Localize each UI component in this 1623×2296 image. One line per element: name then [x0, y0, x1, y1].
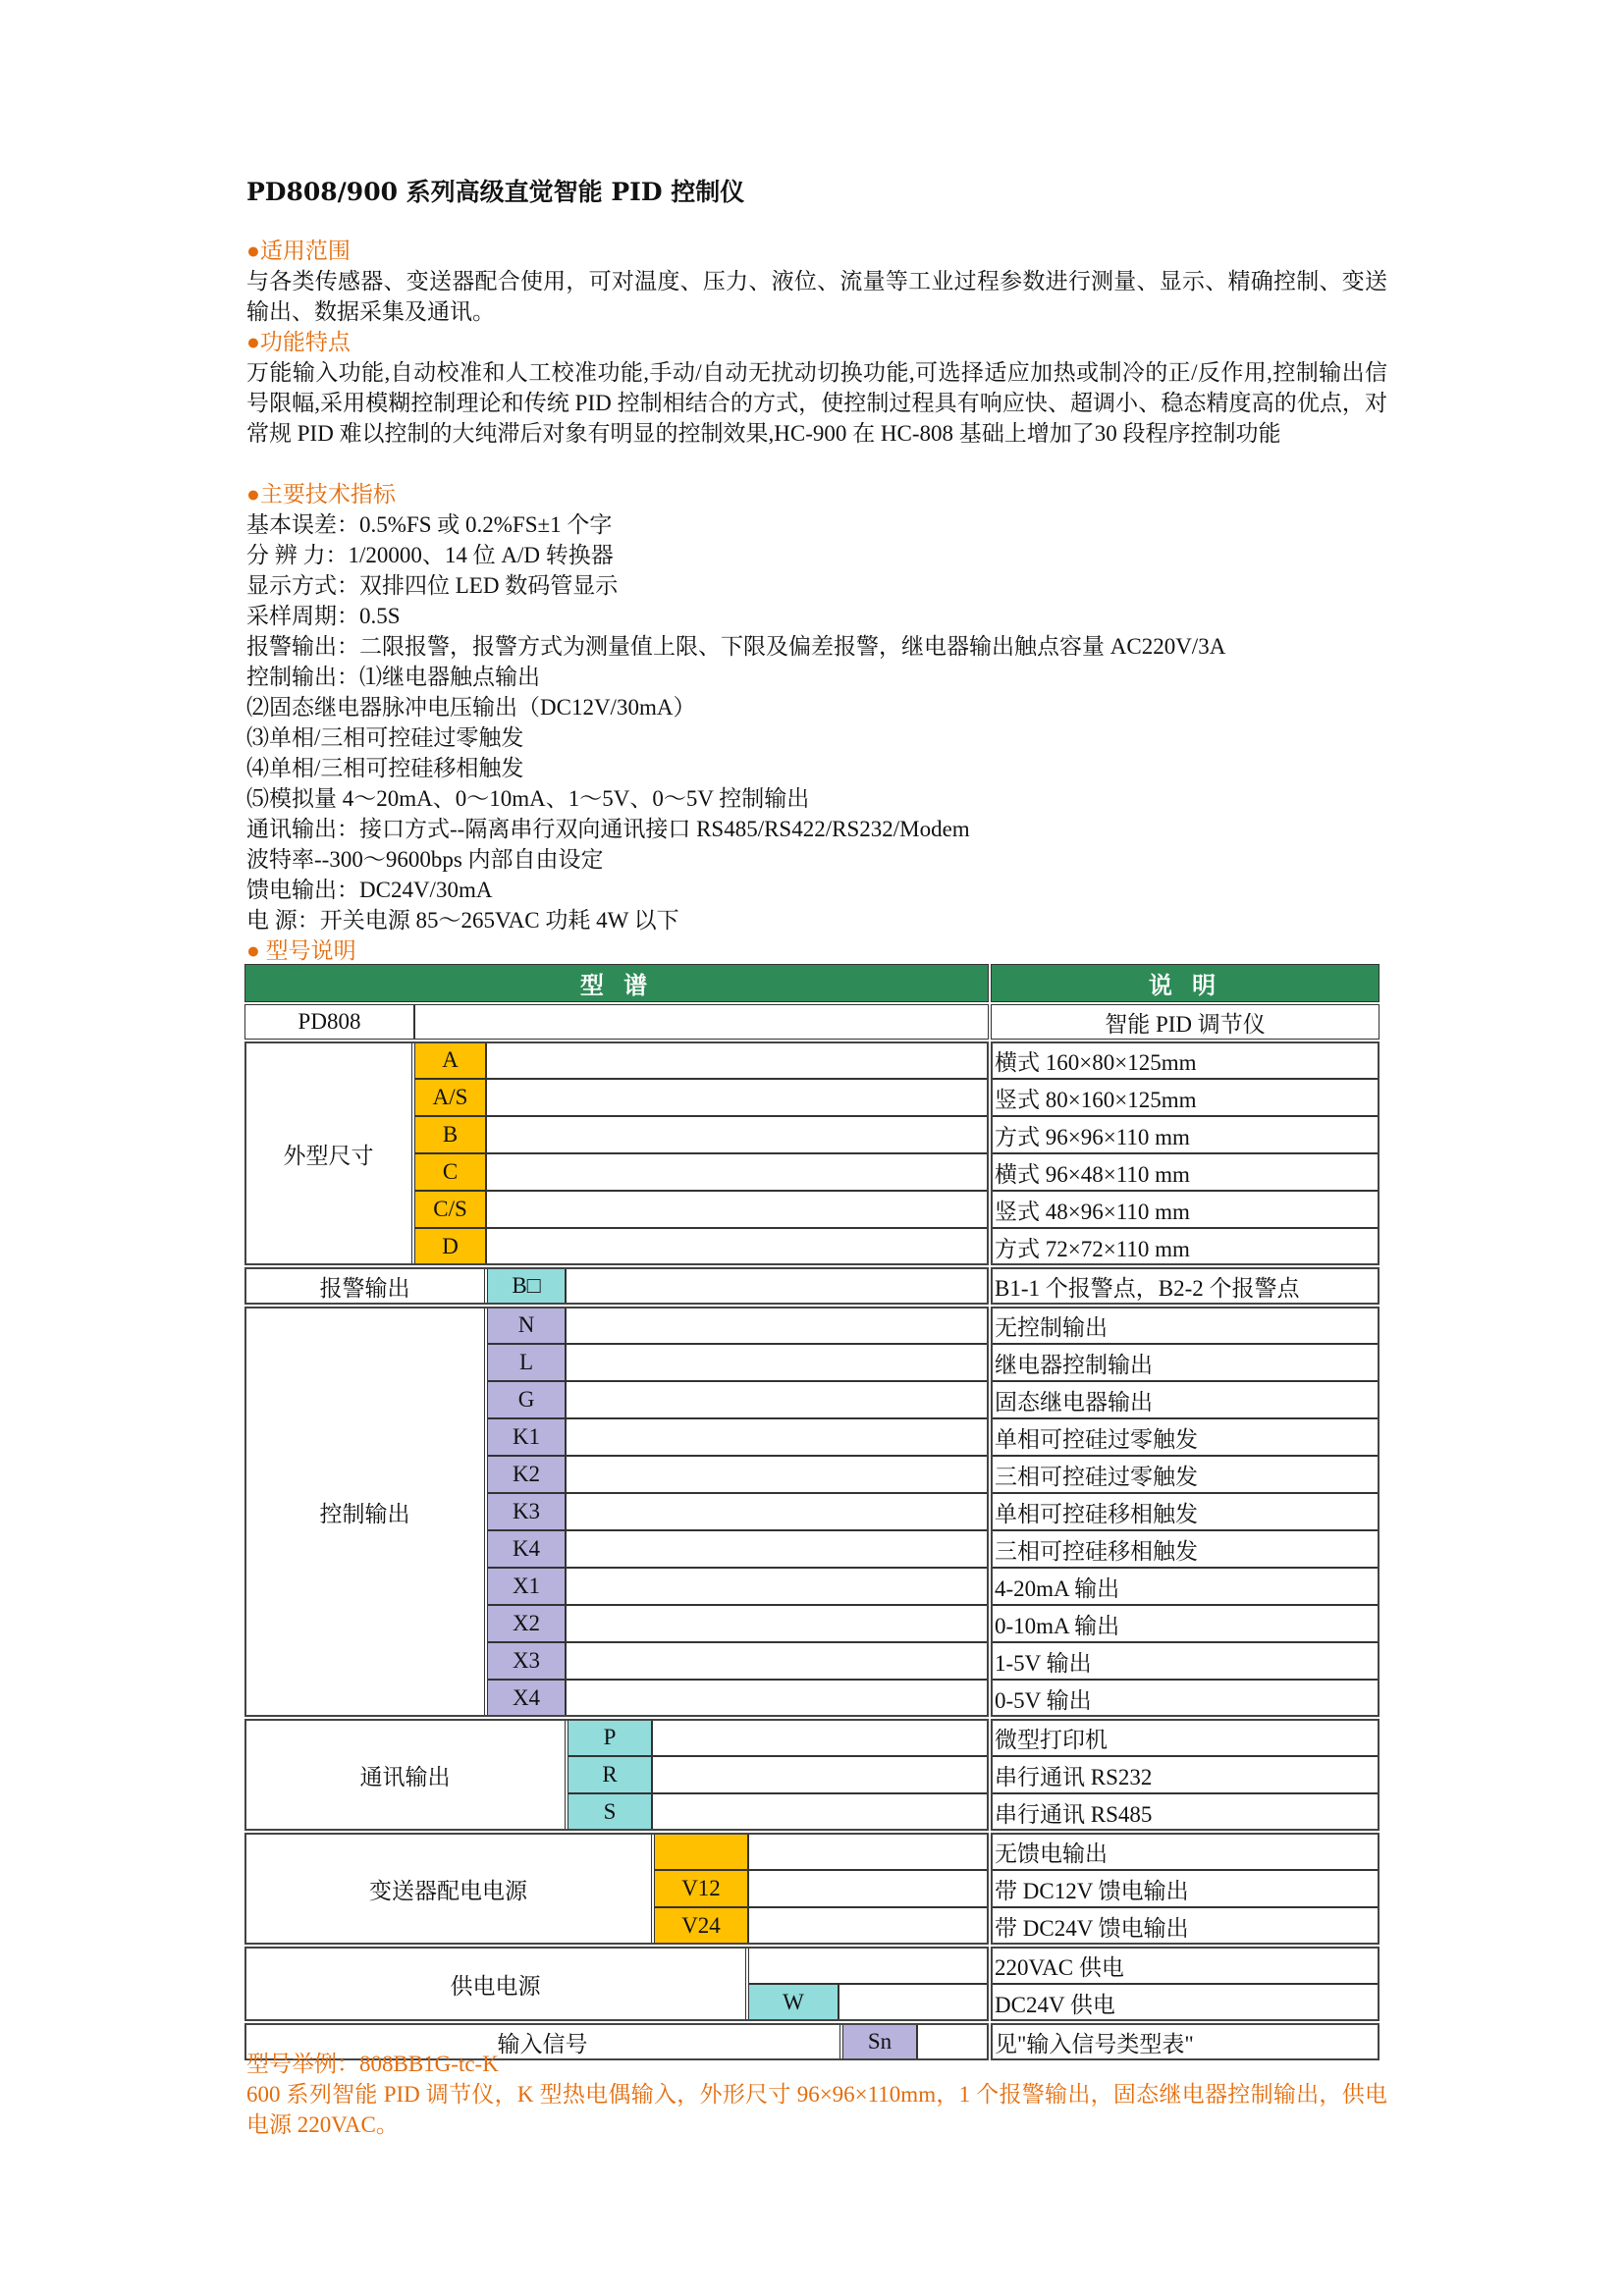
spec-line: ⑶单相/三相可控硅过零触发	[246, 725, 524, 750]
empty-cell	[652, 1756, 989, 1793]
empty-cell	[414, 1004, 989, 1040]
desc-cell: 三相可控硅过零触发	[991, 1456, 1380, 1493]
empty-cell	[839, 1984, 989, 2021]
empty-cell	[486, 1191, 989, 1228]
group-label: 供电电源	[244, 1947, 746, 2021]
spec-line: 通讯输出：接口方式--隔离串行双向通讯接口 RS485/RS422/RS232/Modem	[246, 817, 970, 841]
empty-cell	[486, 1116, 989, 1153]
desc-cell: 单相可控硅移相触发	[991, 1493, 1380, 1530]
code-cell: B	[414, 1116, 486, 1153]
desc-cell: 继电器控制输出	[991, 1344, 1380, 1381]
code-cell: G	[487, 1381, 566, 1418]
page-title: PD808/900 系列高级直觉智能 PID 控制仪	[246, 178, 745, 206]
empty-cell	[566, 1418, 989, 1456]
desc-cell: 1-5V 输出	[991, 1642, 1380, 1680]
group-label: 外型尺寸	[244, 1041, 412, 1265]
desc-cell: 无控制输出	[991, 1307, 1380, 1344]
code-cell	[748, 1947, 989, 1984]
section-heading: ●功能特点	[246, 330, 351, 354]
code-cell: C/S	[414, 1191, 486, 1228]
spec-line: 显示方式：双排四位 LED 数码管显示	[246, 573, 619, 598]
desc-cell: 带 DC24V 馈电输出	[991, 1907, 1380, 1945]
empty-cell	[566, 1493, 989, 1530]
group-label: 控制输出	[244, 1307, 485, 1717]
desc-cell: 串行通讯 RS485	[991, 1793, 1380, 1831]
empty-cell	[566, 1568, 989, 1605]
desc-cell: B1-1 个报警点，B2-2 个报警点	[991, 1267, 1380, 1305]
desc-cell: 见"输入信号类型表"	[991, 2023, 1380, 2060]
spec-line: 采样周期：0.5S	[246, 604, 401, 628]
desc-cell: 方式 72×72×110 mm	[991, 1228, 1380, 1265]
code-cell: S	[568, 1793, 652, 1831]
spec-line: 分 辨 力：1/20000、14 位 A/D 转换器	[246, 543, 614, 567]
code-cell: C	[414, 1153, 486, 1191]
code-cell: R	[568, 1756, 652, 1793]
code-cell	[654, 1833, 748, 1870]
empty-cell	[652, 1719, 989, 1756]
empty-cell	[566, 1456, 989, 1493]
code-cell: V24	[654, 1907, 748, 1945]
section-body: 与各类传感器、变送器配合使用，可对温度、压力、液位、流量等工业过程参数进行测量、显示、精确控制、变送输出、数据采集及通讯。	[246, 269, 1387, 324]
empty-cell	[652, 1793, 989, 1831]
desc-cell: 微型打印机	[991, 1719, 1380, 1756]
desc-cell: 带 DC12V 馈电输出	[991, 1870, 1380, 1907]
code-cell: K3	[487, 1493, 566, 1530]
empty-cell	[486, 1079, 989, 1116]
spec-line: ⑵固态继电器脉冲电压输出（DC12V/30mA）	[246, 695, 696, 720]
empty-cell	[748, 1870, 989, 1907]
empty-cell	[486, 1041, 989, 1079]
code-cell: A/S	[414, 1079, 486, 1116]
model-example	[246, 2049, 1387, 2140]
example-label: 型号举例：808BB1G-tc-K	[246, 2052, 499, 2076]
empty-cell	[566, 1642, 989, 1680]
code-cell: N	[487, 1307, 566, 1344]
group-label: 输入信号	[244, 2023, 840, 2060]
desc-cell: 串行通讯 RS232	[991, 1756, 1380, 1793]
code-cell: L	[487, 1344, 566, 1381]
desc-cell: 横式 96×48×110 mm	[991, 1153, 1380, 1191]
desc-cell: 0-10mA 输出	[991, 1605, 1380, 1642]
header-spectrum: 型 谱	[244, 964, 989, 1002]
code-cell: P	[568, 1719, 652, 1756]
desc-cell: 竖式 48×96×110 mm	[991, 1191, 1380, 1228]
section-features	[246, 327, 1387, 449]
desc-cell: 固态继电器输出	[991, 1381, 1380, 1418]
code-cell: X2	[487, 1605, 566, 1642]
empty-cell	[566, 1605, 989, 1642]
spec-line: 波特率--300～9600bps 内部自由设定	[246, 847, 604, 872]
section-heading: ●适用范围	[246, 239, 351, 263]
spec-line: 馈电输出：DC24V/30mA	[246, 878, 493, 902]
code-cell: D	[414, 1228, 486, 1265]
desc-cell: DC24V 供电	[991, 1984, 1380, 2021]
spec-line: 控制输出：⑴继电器触点输出	[246, 665, 540, 689]
desc-cell: 0-5V 输出	[991, 1680, 1380, 1717]
desc-cell: 4-20mA 输出	[991, 1568, 1380, 1605]
code-cell: A	[414, 1041, 486, 1079]
code-cell: Sn	[842, 2023, 917, 2060]
empty-cell	[748, 1907, 989, 1945]
desc-cell: 单相可控硅过零触发	[991, 1418, 1380, 1456]
example-body: 600 系列智能 PID 调节仪，K 型热电偶输入，外形尺寸 96×96×110mm，1 个报警输出，固态继电器控制输出，供电电源 220VAC。	[246, 2082, 1387, 2137]
desc-cell: 三相可控硅移相触发	[991, 1530, 1380, 1568]
code-cell: W	[748, 1984, 839, 2021]
spec-line: ⑸模拟量 4～20mA、0～10mA、1～5V、0～5V 控制输出	[246, 786, 810, 811]
section-heading: ● 型号说明	[246, 938, 356, 963]
empty-cell	[566, 1381, 989, 1418]
code-cell: B□	[487, 1267, 566, 1305]
empty-cell	[566, 1344, 989, 1381]
model-name-cell: PD808	[244, 1004, 414, 1040]
group-label: 报警输出	[244, 1267, 485, 1305]
desc-cell: 方式 96×96×110 mm	[991, 1116, 1380, 1153]
empty-cell	[486, 1153, 989, 1191]
code-cell: X4	[487, 1680, 566, 1717]
section-scope	[246, 236, 1387, 327]
spec-line: ⑷单相/三相可控硅移相触发	[246, 756, 524, 780]
group-label: 通讯输出	[244, 1719, 566, 1831]
section-specs	[246, 479, 1387, 966]
spec-line: 电 源：开关电源 85～265VAC 功耗 4W 以下	[246, 908, 679, 933]
code-cell: V12	[654, 1870, 748, 1907]
empty-cell	[748, 1833, 989, 1870]
model-spec-table	[244, 964, 1380, 2056]
empty-cell	[486, 1228, 989, 1265]
desc-cell: 无馈电输出	[991, 1833, 1380, 1870]
empty-cell	[566, 1680, 989, 1717]
model-desc-cell: 智能 PID 调节仪	[991, 1004, 1380, 1040]
section-heading: ●主要技术指标	[246, 482, 396, 507]
code-cell: K2	[487, 1456, 566, 1493]
empty-cell	[566, 1530, 989, 1568]
desc-cell: 横式 160×80×125mm	[991, 1041, 1380, 1079]
desc-cell: 220VAC 供电	[991, 1947, 1380, 1984]
code-cell: X1	[487, 1568, 566, 1605]
group-label: 变送器配电电源	[244, 1833, 652, 1945]
code-cell: X3	[487, 1642, 566, 1680]
section-body: 万能输入功能,自动校准和人工校准功能,手动/自动无扰动切换功能,可选择适应加热或制冷的正/反作用,控制输出信号限幅,采用模糊控制理论和传统 PID 控制相结合的方式，使控制过程具有响应快、超调小、稳态精度高的优点，对常规 PID 难以控制的大纯滞后对象有明显的控制效果,HC-900 在 HC-808 基础上增加了30 段程序控制功能	[246, 360, 1387, 446]
spec-line: 报警输出：二限报警，报警方式为测量值上限、下限及偏差报警，继电器输出触点容量 AC220V/3A	[246, 634, 1226, 659]
empty-cell	[566, 1267, 989, 1305]
spec-line: 基本误差：0.5%FS 或 0.2%FS±1 个字	[246, 512, 613, 537]
code-cell: K1	[487, 1418, 566, 1456]
empty-cell	[566, 1307, 989, 1344]
code-cell: K4	[487, 1530, 566, 1568]
desc-cell: 竖式 80×160×125mm	[991, 1079, 1380, 1116]
header-description: 说 明	[991, 964, 1380, 1002]
